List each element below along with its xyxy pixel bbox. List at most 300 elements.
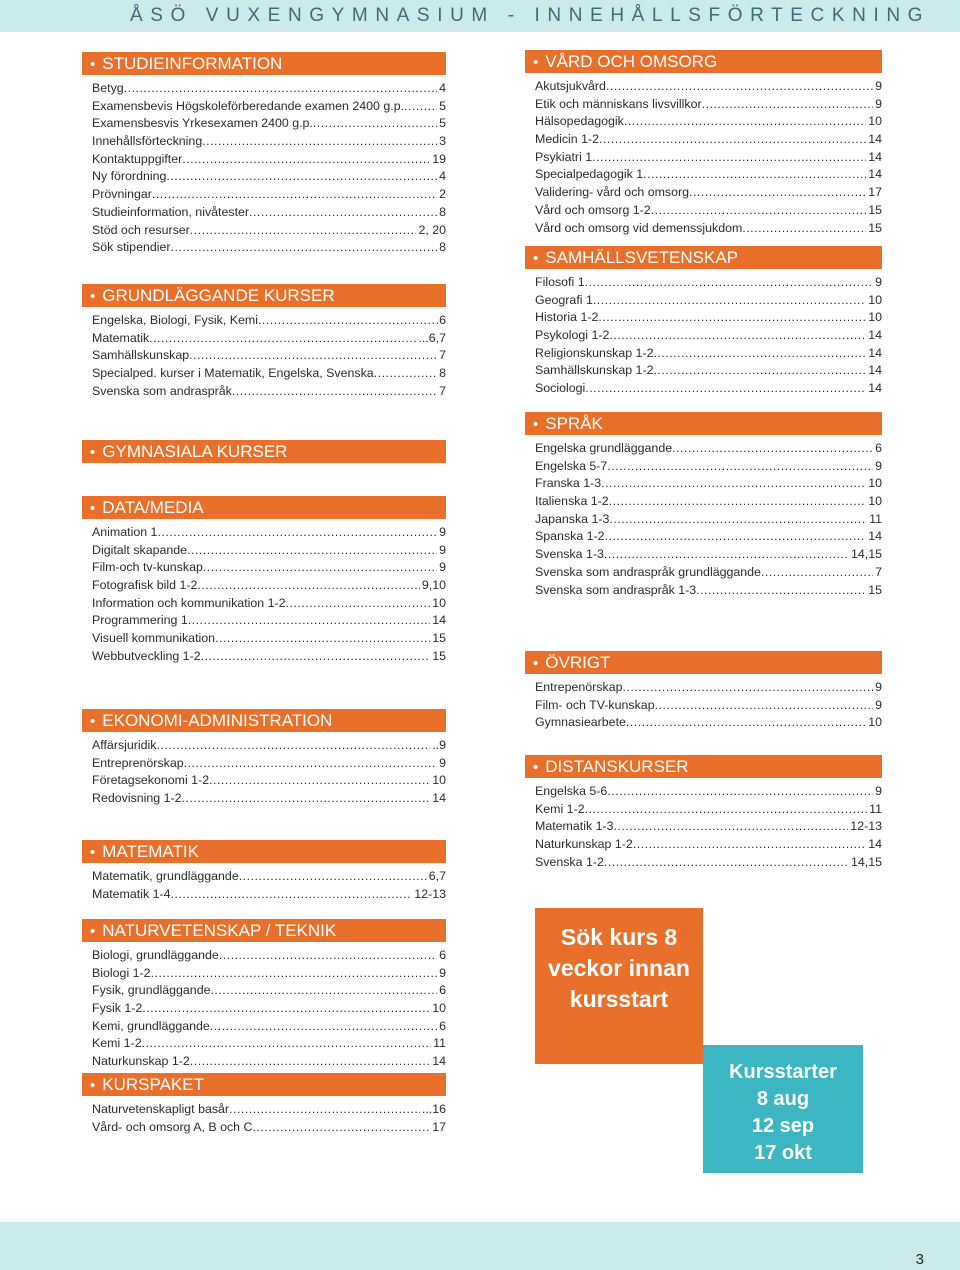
- toc-entry[interactable]: [535, 327, 882, 345]
- dot-leader: [202, 133, 437, 151]
- toc-entry-label: Visuell kommunikation: [92, 631, 216, 646]
- toc-entry[interactable]: [92, 612, 446, 630]
- toc-entry[interactable]: [92, 1053, 446, 1071]
- toc-entry-label: Kemi 1-2: [535, 801, 585, 816]
- toc-entry-label: Specialped. kurser i Matematik, Engelska, Svenska: [92, 366, 374, 381]
- toc-entry-label: Film-och tv-kunskap: [92, 560, 203, 575]
- promo-line: Kursstarter: [729, 1061, 837, 1083]
- dot-leader: [124, 80, 437, 98]
- dot-leader: [651, 202, 867, 220]
- toc-entry-page: 14: [868, 345, 882, 360]
- toc-entry[interactable]: [92, 524, 446, 542]
- toc-list: [92, 312, 446, 400]
- toc-entry-page: 2, 20: [418, 222, 446, 237]
- toc-entry[interactable]: [92, 115, 446, 133]
- toc-entry-label: Vård- och omsorg A, B och C: [92, 1119, 253, 1134]
- bullet-icon: •: [90, 444, 96, 461]
- dot-leader: [219, 947, 437, 965]
- section-header: [82, 440, 446, 463]
- section-header: [82, 496, 446, 519]
- toc-entry[interactable]: [92, 239, 446, 257]
- toc-entry-page: 10: [868, 494, 882, 509]
- toc-entry-label: Studieinformation, nivåtester: [92, 204, 250, 219]
- dot-leader: [258, 312, 434, 330]
- toc-entry[interactable]: [92, 772, 446, 790]
- toc-entry[interactable]: [535, 78, 882, 96]
- toc-entry-label: Matematik, grundläggande: [92, 869, 239, 883]
- dot-leader: [171, 239, 438, 257]
- section-header: [525, 246, 882, 269]
- toc-entry[interactable]: [535, 184, 882, 202]
- dot-leader: [182, 790, 431, 808]
- toc-entry-label: Prövningar: [92, 187, 152, 202]
- dot-leader: [601, 475, 866, 493]
- toc-entry[interactable]: [92, 204, 446, 222]
- section-studieinformation: [82, 52, 446, 257]
- section-title: SPRÅK: [545, 414, 603, 433]
- section-distans: [525, 755, 882, 871]
- toc-entry-label: Psykologi 1-2: [535, 328, 610, 343]
- section-title: VÅRD OCH OMSORG: [545, 52, 718, 71]
- toc-entry-page: 5: [439, 116, 446, 131]
- dot-leader: [655, 697, 874, 715]
- toc-entry[interactable]: [92, 1000, 446, 1018]
- bullet-icon: •: [533, 416, 539, 433]
- toc-entry-page: 14: [868, 837, 882, 852]
- toc-entry-label: Naturvetenskapligt basår: [92, 1102, 230, 1116]
- toc-entry-page: 4: [439, 169, 446, 184]
- dot-leader: [626, 714, 866, 732]
- toc-entry[interactable]: [535, 582, 882, 600]
- toc-entry[interactable]: [92, 595, 446, 613]
- toc-entry-page: 17: [868, 185, 882, 200]
- section-ovrigt: [525, 651, 882, 732]
- toc-entry-page: 15: [868, 220, 882, 235]
- toc-entry-page: 8: [439, 366, 446, 381]
- dot-leader: [653, 362, 866, 380]
- toc-entry-page: 9: [439, 965, 446, 980]
- section-title: ÖVRIGT: [545, 653, 611, 672]
- toc-entry-label: Psykiatri 1: [535, 149, 593, 164]
- toc-entry-page: 10: [868, 114, 882, 129]
- bullet-icon: •: [90, 1077, 96, 1094]
- toc-entry-label: Samhällskunskap: [92, 348, 190, 363]
- dot-leader: [606, 78, 873, 96]
- toc-entry-label: Biologi 1-2: [92, 965, 151, 980]
- toc-entry[interactable]: [92, 648, 446, 666]
- toc-entry[interactable]: [535, 511, 882, 529]
- toc-entry-label: Examensbevis Högskoleförberedande examen 2400 g.p.: [92, 98, 405, 113]
- toc-entry[interactable]: [92, 222, 446, 240]
- toc-entry[interactable]: [92, 1018, 446, 1036]
- toc-entry[interactable]: [535, 714, 882, 732]
- toc-entry[interactable]: [92, 542, 446, 560]
- toc-entry[interactable]: [92, 1035, 446, 1053]
- toc-entry[interactable]: [92, 151, 446, 169]
- dot-leader: [151, 965, 438, 983]
- promo-line: 8 aug: [756, 1088, 810, 1110]
- toc-entry-page: 14: [432, 791, 446, 806]
- bottom-banner: [0, 1222, 960, 1270]
- page-title: ÅSÖ VUXENGYMNASIUM - INNEHÅLLSFÖRTECKNING: [130, 5, 931, 26]
- toc-entry-label: Vård och omsorg 1-2: [535, 202, 651, 217]
- bullet-icon: •: [90, 713, 96, 730]
- toc-entry[interactable]: [92, 755, 446, 773]
- toc-entry[interactable]: [535, 546, 882, 564]
- dot-leader: [142, 1000, 430, 1018]
- dot-leader: [622, 679, 873, 697]
- toc-entry[interactable]: [92, 312, 446, 330]
- toc-entry-page: 10: [432, 595, 446, 610]
- toc-entry-label: Validering- vård och omsorg: [535, 185, 690, 200]
- toc-entry-page: 15: [868, 582, 882, 597]
- toc-entry-page: 14: [432, 1054, 446, 1069]
- toc-entry-page: 10: [432, 1001, 446, 1016]
- dot-leader: [598, 309, 866, 327]
- toc-entry[interactable]: [92, 886, 446, 904]
- dot-leader: [157, 524, 437, 542]
- toc-entry[interactable]: [92, 965, 446, 983]
- toc-entry-label: Sociologi: [535, 381, 586, 396]
- dot-leader: [229, 1101, 420, 1119]
- toc-entry-label: Engelska 5-6: [535, 784, 608, 798]
- toc-entry-page: 14: [868, 529, 882, 544]
- toc-entry-label: Entreprenörskap: [92, 755, 184, 770]
- toc-entry-label: Engelska 5-7: [535, 458, 608, 473]
- promo-line: Sök kurs 8: [560, 924, 678, 950]
- dot-leader: [605, 528, 867, 546]
- toc-entry-label: Examensbesvis Yrkesexamen 2400 g.p.: [92, 116, 313, 131]
- dot-leader: [607, 458, 873, 476]
- toc-entry[interactable]: [535, 345, 882, 363]
- toc-entry[interactable]: [92, 737, 446, 755]
- toc-entry[interactable]: [92, 383, 446, 401]
- dot-leader: [232, 383, 437, 401]
- dot-leader: [189, 347, 437, 365]
- dot-leader: [643, 166, 866, 184]
- toc-entry-page: 11: [869, 801, 882, 816]
- dot-leader: [604, 854, 849, 872]
- dot-leader: [609, 493, 867, 511]
- toc-entry[interactable]: [535, 801, 882, 819]
- toc-entry-page: 6: [875, 441, 882, 455]
- toc-entry-page: ..9: [432, 738, 446, 752]
- dot-leader: [215, 630, 430, 648]
- toc-entry-label: Kontaktuppgifter: [92, 151, 183, 166]
- toc-entry[interactable]: [92, 947, 446, 965]
- toc-entry-page: 10: [868, 292, 882, 307]
- toc-entry-label: Entrepenörskap: [535, 680, 623, 694]
- dot-leader: [609, 511, 867, 529]
- toc-entry-page: 12-13: [850, 819, 882, 834]
- toc-entry[interactable]: [535, 292, 882, 310]
- toc-entry-label: Sök stipendier: [92, 240, 171, 255]
- toc-entry[interactable]: [535, 309, 882, 327]
- section-header: [525, 50, 882, 73]
- toc-entry-label: Information och kommunikation 1-2: [92, 595, 286, 610]
- promo-apply-early: [535, 908, 703, 1064]
- toc-entry[interactable]: [92, 577, 446, 595]
- toc-entry-page: 15: [868, 202, 882, 217]
- dot-leader: [374, 365, 437, 383]
- dot-leader: [689, 184, 866, 202]
- toc-entry-label: Digitalt skapande: [92, 542, 188, 557]
- toc-entry-page: 6: [439, 948, 446, 962]
- toc-entry-page: 2: [439, 187, 446, 202]
- toc-entry[interactable]: [535, 475, 882, 493]
- toc-entry-page: 14: [868, 167, 882, 182]
- section-header: [82, 919, 446, 942]
- toc-entry[interactable]: [535, 96, 882, 114]
- toc-entry-page: 15: [432, 631, 446, 646]
- toc-entry-label: Webbutveckling 1-2: [92, 648, 201, 663]
- toc-entry-page: 14,15: [850, 854, 882, 869]
- dot-leader: [252, 1119, 430, 1137]
- dot-leader: [197, 577, 420, 595]
- dot-leader: [593, 292, 866, 310]
- toc-entry-page: 19: [432, 151, 446, 166]
- promo-line: kursstart: [569, 986, 669, 1012]
- toc-entry-page: 9: [875, 458, 882, 473]
- toc-entry[interactable]: [535, 697, 882, 715]
- section-grundlaggande: [82, 284, 446, 400]
- toc-entry-page: 7: [875, 564, 882, 579]
- toc-list: [535, 679, 882, 732]
- toc-list: [92, 524, 446, 666]
- toc-list: [92, 80, 446, 257]
- toc-list: [92, 947, 446, 1071]
- section-title: SAMHÄLLSVETENSKAP: [545, 248, 739, 267]
- dot-leader: [203, 559, 437, 577]
- toc-entry-label: Svenska som andraspråk grundläggande: [535, 564, 761, 579]
- section-header: [82, 284, 446, 307]
- toc-entry[interactable]: [535, 131, 882, 149]
- toc-entry-page: 9: [875, 697, 882, 712]
- toc-entry[interactable]: [92, 559, 446, 577]
- toc-entry[interactable]: [92, 365, 446, 383]
- section-title: DATA/MEDIA: [102, 498, 204, 517]
- toc-entry-label: Hälsopedagogik: [535, 114, 624, 129]
- toc-entry-page: 9: [875, 680, 882, 694]
- toc-entry[interactable]: [535, 202, 882, 220]
- toc-entry[interactable]: [92, 868, 446, 886]
- toc-entry-label: Företagsekonomi 1-2: [92, 773, 210, 788]
- toc-entry-page: 17: [432, 1119, 446, 1134]
- toc-entry-page: 10: [868, 476, 882, 491]
- toc-entry[interactable]: [535, 836, 882, 854]
- toc-entry-label: Svenska 1-2: [535, 854, 604, 869]
- toc-entry[interactable]: [535, 166, 882, 184]
- toc-entry[interactable]: [92, 133, 446, 151]
- toc-entry[interactable]: [535, 149, 882, 167]
- toc-entry-label: Akutsjukvård: [535, 79, 606, 93]
- toc-entry[interactable]: [92, 168, 446, 186]
- toc-entry-page: 14: [868, 328, 882, 343]
- section-samhallsvetenskap: [525, 246, 882, 398]
- dot-leader: [604, 546, 849, 564]
- toc-entry-label: Spanska 1-2: [535, 529, 605, 544]
- toc-entry-page: 9: [439, 755, 446, 770]
- bullet-icon: •: [533, 54, 539, 71]
- toc-entry-page: 11: [433, 1036, 446, 1051]
- dot-leader: [249, 204, 437, 222]
- section-header: [525, 755, 882, 778]
- toc-entry[interactable]: [535, 783, 882, 801]
- dot-leader: [702, 96, 873, 114]
- dot-leader: [609, 327, 866, 345]
- toc-entry-page: 15: [432, 648, 446, 663]
- toc-entry[interactable]: [92, 330, 446, 348]
- dot-leader: [182, 151, 430, 169]
- toc-entry-page: 9: [875, 275, 882, 289]
- section-naturvetenskap: [82, 919, 446, 1071]
- toc-entry-page: 14: [868, 149, 882, 164]
- dot-leader: [585, 380, 866, 398]
- dot-leader: [142, 1035, 432, 1053]
- toc-entry[interactable]: [535, 493, 882, 511]
- section-gymnasiala: [82, 440, 446, 463]
- toc-entry-page: 9: [875, 784, 882, 798]
- toc-entry[interactable]: [535, 220, 882, 238]
- toc-entry[interactable]: [535, 440, 882, 458]
- toc-entry-label: Filosofi 1: [535, 275, 585, 289]
- toc-entry[interactable]: [535, 113, 882, 131]
- section-ekonomi: [82, 709, 446, 808]
- section-header: [525, 651, 882, 674]
- toc-entry-page: 5: [439, 98, 446, 113]
- toc-entry-label: Betyg: [92, 81, 124, 95]
- toc-entry-page: 7: [439, 348, 446, 363]
- toc-entry[interactable]: [535, 362, 882, 380]
- section-sprak: [525, 412, 882, 599]
- toc-entry-page: 6: [439, 1018, 446, 1033]
- toc-entry[interactable]: [535, 854, 882, 872]
- section-kurspaket: [82, 1073, 446, 1136]
- toc-entry[interactable]: [92, 630, 446, 648]
- dot-leader: [184, 755, 437, 773]
- toc-list: [92, 1101, 446, 1136]
- toc-entry-page: 10: [868, 715, 882, 730]
- toc-entry-label: Geografi 1: [535, 292, 593, 307]
- toc-entry-page: 8: [439, 204, 446, 219]
- toc-entry-label: Programmering 1: [92, 613, 188, 628]
- section-title: KURSPAKET: [102, 1075, 204, 1094]
- toc-entry-label: Specialpedagogik 1: [535, 167, 644, 182]
- toc-entry[interactable]: [535, 818, 882, 836]
- toc-entry-page: 9: [439, 560, 446, 575]
- toc-entry-label: Matematik 1-4: [92, 886, 171, 901]
- toc-entry[interactable]: [92, 982, 446, 1000]
- bullet-icon: •: [90, 288, 96, 305]
- toc-entry-page: 8: [439, 240, 446, 255]
- toc-entry[interactable]: [92, 1119, 446, 1137]
- section-title: GRUNDLÄGGANDE KURSER: [102, 286, 335, 305]
- dot-leader: [188, 612, 430, 630]
- promo-line: 12 sep: [751, 1115, 815, 1137]
- toc-entry[interactable]: [535, 274, 882, 292]
- section-vard: [525, 50, 882, 237]
- dot-leader: [633, 836, 866, 854]
- toc-entry[interactable]: [92, 790, 446, 808]
- dot-leader: [761, 564, 873, 582]
- dot-leader: [210, 982, 437, 1000]
- dot-leader: [166, 168, 437, 186]
- toc-list: [535, 440, 882, 599]
- toc-entry[interactable]: [92, 186, 446, 204]
- toc-list: [535, 274, 882, 398]
- toc-entry-page: 3: [439, 134, 446, 149]
- dot-leader: [599, 131, 866, 149]
- toc-entry[interactable]: [92, 347, 446, 365]
- bullet-icon: •: [90, 844, 96, 861]
- toc-entry-label: Svenska som andraspråk 1-3: [535, 582, 697, 597]
- toc-entry-page: 7: [439, 383, 446, 398]
- toc-list: [535, 783, 882, 871]
- toc-entry[interactable]: [535, 564, 882, 582]
- top-banner: [0, 0, 960, 32]
- toc-entry-page: 9: [875, 79, 882, 93]
- toc-entry-page: 14: [432, 613, 446, 628]
- toc-entry-label: Innehållsförteckning: [92, 134, 203, 149]
- toc-entry-label: Etik och människans livsvillkor: [535, 96, 702, 111]
- toc-entry[interactable]: [535, 528, 882, 546]
- toc-entry[interactable]: [535, 679, 882, 697]
- section-title: GYMNASIALA KURSER: [102, 442, 288, 461]
- section-title: EKONOMI-ADMINISTRATION: [102, 711, 333, 730]
- section-title: DISTANSKURSER: [545, 757, 689, 776]
- toc-entry-label: Religionskunskap 1-2: [535, 345, 654, 360]
- toc-entry-label: Svenska som andraspråk: [92, 383, 232, 398]
- section-title: NATURVETENSKAP / TEKNIK: [102, 921, 337, 940]
- toc-entry[interactable]: [535, 380, 882, 398]
- section-header: [525, 412, 882, 435]
- dot-leader: [313, 115, 437, 133]
- section-datamedia: [82, 496, 446, 666]
- toc-entry-label: Fotografisk bild 1-2: [92, 578, 198, 593]
- toc-entry-label: Fysik 1-2: [92, 1001, 143, 1016]
- bullet-icon: •: [533, 250, 539, 267]
- dot-leader: [653, 345, 866, 363]
- toc-entry-page: 9,10: [421, 578, 446, 593]
- toc-entry-label: Gymnasiearbete: [535, 715, 626, 730]
- dot-leader: [742, 220, 866, 238]
- toc-list: [92, 868, 446, 903]
- toc-entry[interactable]: [92, 80, 446, 98]
- promo-line: veckor innan: [548, 955, 690, 981]
- dot-leader: [149, 330, 416, 348]
- promo-course-starts: [703, 1045, 863, 1173]
- section-header: [82, 52, 446, 75]
- toc-entry-page: 10: [432, 773, 446, 788]
- toc-entry-page: ...6,7: [418, 330, 446, 345]
- dot-leader: [585, 274, 874, 292]
- section-matematik: [82, 840, 446, 903]
- toc-entry-label: Matematik 1-3: [535, 819, 614, 834]
- toc-entry-page: 9: [439, 542, 446, 557]
- toc-entry-label: Stöd och resurser: [92, 222, 190, 237]
- toc-entry[interactable]: [92, 1101, 446, 1119]
- toc-entry[interactable]: [92, 98, 446, 116]
- toc-entry-label: Italienska 1-2: [535, 494, 609, 509]
- dot-leader: [585, 801, 868, 819]
- toc-entry-label: Naturkunskap 1-2: [535, 837, 633, 852]
- dot-leader: [190, 1053, 430, 1071]
- toc-entry[interactable]: [535, 458, 882, 476]
- dot-leader: [209, 772, 430, 790]
- toc-entry-page: 10: [868, 310, 882, 325]
- toc-entry-page: 6: [439, 983, 446, 998]
- dot-leader: [607, 783, 873, 801]
